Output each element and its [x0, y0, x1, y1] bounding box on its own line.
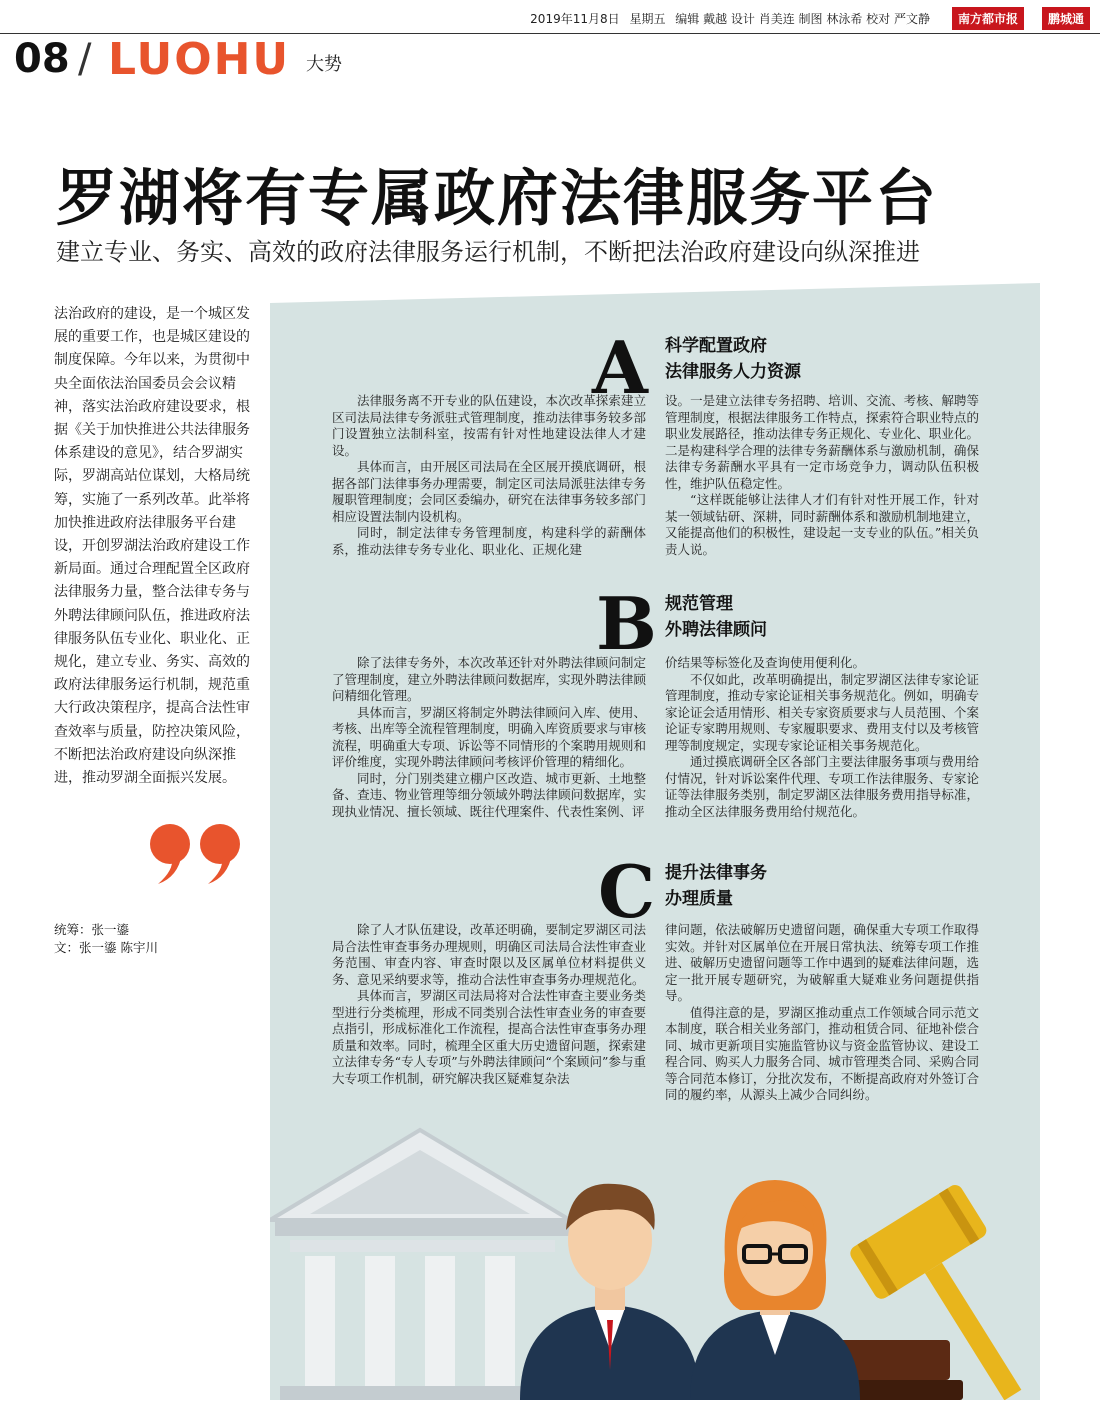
section-a-para: 设。一是建立法律专务招聘、培训、交流、考核、解聘等管理制度，根据法律服务工作特点，探索符合职业特点的职业发展路径，推动法律专务正规化、专业化、职业化。二是构建科学合理的法律专务薪酬体系与激励机制，确保法律专务薪酬水平具有一定市场竞争力，调动队伍积极性，维护队伍稳定性。: [665, 393, 979, 491]
section-b-title-line1: 规范管理: [665, 594, 733, 614]
brand-logo: 鹏城通: [1042, 7, 1090, 30]
issue-meta: [524, 10, 930, 27]
issue-weekday: 星期五: [629, 12, 666, 26]
section-c-right-column: [665, 922, 979, 1104]
issue-credits: 编辑 戴越 设计 肖美连 制图 林泳希 校对 严文静: [675, 12, 930, 26]
section-b-left-column: [332, 655, 646, 820]
quote-mark-icon: [148, 822, 248, 886]
byline-editor: 统筹：张一鎏: [54, 922, 130, 937]
section-a-title-line2: 法律服务人力资源: [665, 362, 801, 382]
section-a-right-column: [665, 393, 979, 558]
section-a-para: 法律服务离不开专业的队伍建设，本次改革探索建立区司法局法律专务派驻式管理制度，推动法律事务较多部门设置独立法制科室，按需有针对性地建设法律人才建设。: [332, 393, 646, 458]
section-b-letter: B: [596, 581, 657, 666]
section-b-para: 具体而言，罗湖区将制定外聘法律顾问入库、使用、考核、出库等全流程管理制度，明确入库资质要求与审核流程，明确重大专项、诉讼等不同情形的个案聘用规则和评价维度，实现外聘法律顾问考核评价管理的精细化。: [332, 704, 646, 769]
section-name: LUOHU: [108, 34, 291, 85]
section-b-para: 通过摸底调研全区各部门主要法律服务事项与费用给付情况，针对诉讼案件代理、专项工作法律服务、专家论证等法律服务类别，制定罗湖区法律服务费用指导标准，推动全区法律服务费用给付规范化。: [665, 754, 979, 819]
intro-text: 法治政府的建设，是一个城区发展的重要工作，也是城区建设的制度保障。今年以来，为贯彻中央全面依法治国委员会会议精神，落实法治政府建设要求，根据《关于加快推进公共法律服务体系建设的意见》，结合罗湖实际，罗湖高站位谋划，大格局统筹，实施了一系列改革。此举将加快推进政府法律服务平台建设，开创罗湖法治政府建设工作新局面。通过合理配置全区政府法律服务力量，整合法律专务与外聘法律顾问队伍，推进政府法律服务队伍专业化、职业化、正规化，建立专业、务实、高效的政府法律服务运行机制，规范重大行政决策程序，提高合法性审查效率与质量，防控决策风险，不断把法治政府建设向纵深推进，推动罗湖全面振兴发展。: [54, 306, 250, 787]
section-a-para: 同时，制定法律专务管理制度，构建科学的薪酬体系，推动法律专务专业化、职业化、正规化建: [332, 525, 646, 557]
section-b-right-column: [665, 655, 979, 820]
byline-writers: 文：张一鎏 陈宇川: [54, 940, 158, 955]
section-b-para: 价结果等标签化及查询使用便利化。: [665, 655, 866, 670]
section-c-para: 值得注意的是，罗湖区推动重点工作领域合同示范文本制度，联合相关业务部门，推动租赁合同、征地补偿合同、城市更新项目实施监管协议与资金监管协议、建设工程合同、购买人力服务合同、城市管理类合同、采购合同等合同范本修订，分批次发布，不断提高政府对外签订合同的履约率，从源头上减少合同纠纷。: [665, 1004, 979, 1102]
section-c-title: [665, 860, 767, 912]
section-b-para: 同时，分门别类建立棚户区改造、城市更新、土地整备、查违、物业管理等细分领域外聘法律顾问数据库，实现执业情况、擅长领域、既往代理案件、代表性案例、评: [332, 770, 646, 819]
headline: 罗湖将有专属政府法律服务平台: [56, 163, 939, 234]
section-subtitle: 大势: [306, 54, 342, 75]
section-a-letter: A: [592, 325, 648, 410]
courthouse-illustration: [270, 1130, 570, 1400]
section-c-para: 律问题，依法破解历史遗留问题，确保重大专项工作取得实效。并针对区属单位在开展日常执法、统筹专项工作推进、破解历史遗留问题等工作中遇到的疑难法律问题，选定一批开展专题研究，为破解重大疑难业务问题提供指导。: [665, 922, 979, 1003]
page-number: 08: [14, 36, 70, 82]
section-c-letter: C: [598, 849, 656, 934]
section-a-title: [665, 333, 801, 385]
newspaper-logo: 南方都市报: [952, 7, 1024, 30]
intro-column: [54, 303, 250, 790]
section-c-para: 具体而言，罗湖区司法局将对合法性审查主要业务类型进行分类梳理，形成不同类别合法性审查业务的审查要点指引，形成标准化工作流程，提高合法性审查事务办理质量和效率。同时，梳理全区重大历史遗留问题，探索建立法律专务“专人专项”与外聘法律顾问“个案顾问”参与重大专项工作机制，研究解决我区疑难复杂法: [332, 988, 646, 1086]
section-b-title: [665, 591, 767, 643]
section-a-para: 具体而言，由开展区司法局在全区展开摸底调研，根据各部门法律事务办理需要，制定区司法局派驻法律专务履职管理制度；会同区委编办，研究在法律事务较多部门相应设置法制内设机构。: [332, 459, 646, 524]
legal-illustration: [270, 1110, 1040, 1400]
subheadline: 建立专业、务实、高效的政府法律服务运行机制，不断把法治政府建设向纵深推进: [56, 238, 920, 266]
issue-date: 2019年11月8日: [530, 12, 620, 26]
lawyers-illustration: [520, 1180, 860, 1400]
section-c-para: 除了人才队伍建设，改革还明确，要制定罗湖区司法局合法性审查事务办理规则，明确区司法局合法性审查业务范围、审查内容、审查时限以及区属单位材料提供义务、意见采纳要求等，推动合法性审查事务办理规范化。: [332, 922, 646, 987]
section-b-title-line2: 外聘法律顾问: [665, 620, 767, 640]
masthead-strip: [0, 0, 1100, 34]
section-a-left-column: [332, 393, 646, 558]
section-c-left-column: [332, 922, 646, 1087]
byline: [54, 921, 158, 957]
section-a-para: “这样既能够让法律人才们有针对性开展工作，针对某一领域钻研、深耕，同时薪酬体系和激励机制地建立，又能提高他们的积极性，建设起一支专业的队伍。”相关负责人说。: [665, 492, 979, 557]
section-c-title-line1: 提升法律事务: [665, 863, 767, 883]
section-c-title-line2: 办理质量: [665, 889, 733, 909]
section-b-para: 不仅如此，改革明确提出，制定罗湖区法律专家论证管理制度，推动专家论证相关事务规范化。例如，明确专家论证会适用情形、相关专家资质要求与人员范围、个案论证专家聘用规则、专家履职要求、费用支付以及考核管理等制度规定，实现专家论证相关事务规范化。: [665, 671, 979, 753]
page-slash: /: [78, 36, 92, 82]
section-a-title-line1: 科学配置政府: [665, 336, 767, 356]
section-b-para: 除了法律专务外，本次改革还针对外聘法律顾问制定了管理制度，建立外聘法律顾问数据库，实现外聘法律顾问精细化管理。: [332, 655, 646, 703]
